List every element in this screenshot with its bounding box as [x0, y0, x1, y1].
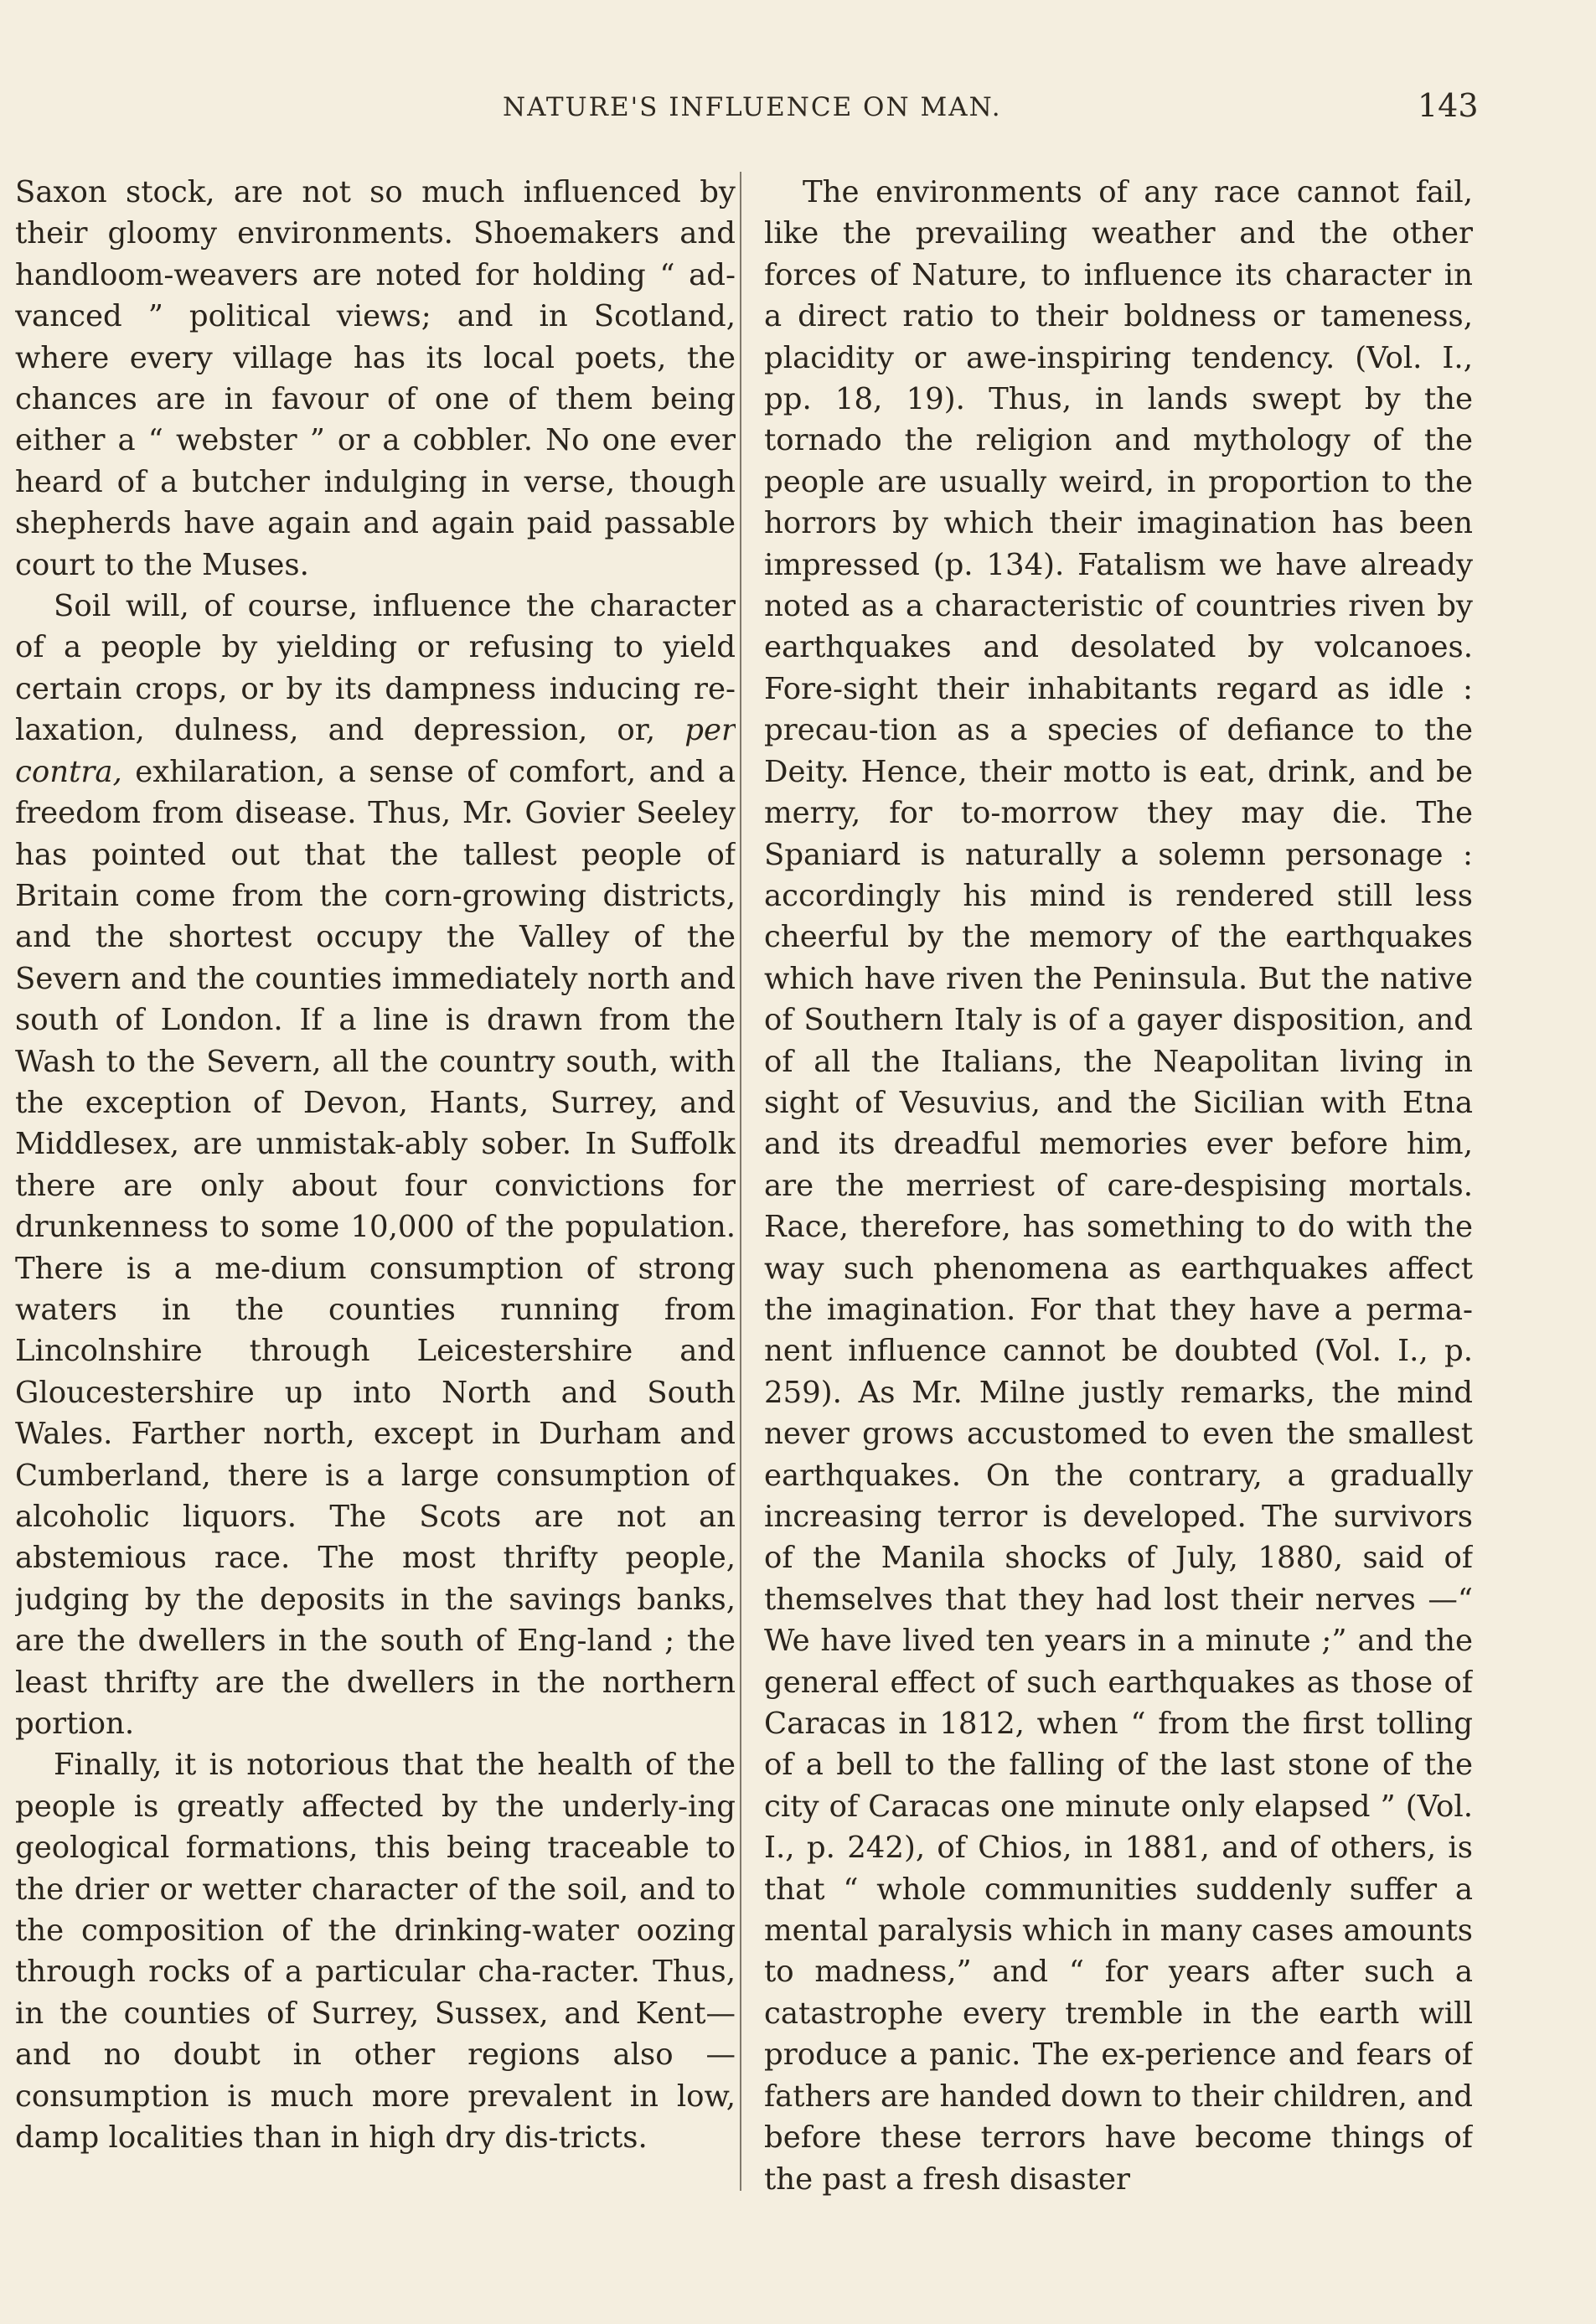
left-paragraph-1: Saxon stock, are not so much influenced by their gloomy environments. Shoemakers and handloom-weavers are noted for holding “ ad-vanced ” political views; and in Scotland, where every village has its local poets, the chances are in favour of one of them being either a “ webster ” or a cobbler. No one ever heard of a butcher indulging in verse, though shepherds have again and again paid passable court to the Muses.: [15, 175, 736, 582]
column-rule: [740, 172, 741, 2191]
running-title: NATURE'S INFLUENCE ON MAN.: [503, 92, 1002, 122]
right-column: [764, 172, 1473, 2224]
right-paragraph-1: The environments of any race cannot fail, like the prevailing weather and the other forces of Nature, to influence its character in a direct ratio to their boldness or tameness, placidity or awe-inspiring tendency. (Vol. I., pp. 18, 19). Thus, in lands swept by the tornado the religion and mythology of the people are usually weird, in proportion to the horrors by which their imagination has been impressed (p. 134). Fatalism we have already noted as a characteristic of countries riven by earthquakes and desolated by volcanoes. Fore-sight their inhabitants regard as idle : precau-tion as a species of defiance to the Deity. Hence, their motto is eat, drink, and be merry, for to-morrow they may die. The Spaniard is naturally a solemn personage : accordingly his mind is rendered still less cheerful by the memory of the earthquakes which have riven the Peninsula. But the native of Southern Italy is of a gayer disposition, and of all the Italians, the Neapolitan living in sight of Vesuvius, and the Sicilian with Etna and its dreadful memories ever before him, are the merriest of care-despising mortals. Race, therefore, has something to do with the way such phenomena as earthquakes affect the imagination. For that they have a perma-nent influence cannot be doubted (Vol. I., p. 259). As Mr. Milne justly remarks, the mind never grows accustomed to even the smallest earthquakes. On the contrary, a gradually increasing terror is developed. The survivors of the Manila shocks of July, 1880, said of themselves that they had lost their nerves —“ We have lived ten years in a minute ;” and the general effect of such earthquakes as those of Caracas in 1812, when “ from the first tolling of a bell to the falling of the last stone of the city of Caracas one minute only elapsed ” (Vol. I., p. 242), of Chios, in 1881, and of others, is that “ whole communities suddenly suffer a mental paralysis which in many cases amounts to madness,” and “ for years after such a catastrophe every tremble in the earth will produce a panic. The ex-perience and fears of fathers are handed down to their children, and before these terrors have become things of the past a fresh disaster: [764, 175, 1473, 2197]
left-column: [15, 172, 736, 2224]
left-paragraph-3: Finally, it is notorious that the health of the people is greatly affected by the underly-ing geological formations, this being traceable to the drier or wetter character of the soil, and to the composition of the drinking-water oozing through rocks of a particular cha-racter. Thus, in the counties of Surrey, Sussex, and Kent—and no doubt in other regions also —consumption is much more prevalent in low, damp localities than in high dry dis-tricts.: [15, 1748, 736, 2156]
left-paragraph-2: [15, 586, 736, 1744]
left-paragraph-2-start: Soil will, of course, influence the character of a people by yielding or refusing to yield certain crops, or by its dampness inducing re-laxation, dulness, and depression, or,: [15, 589, 736, 748]
left-paragraph-2-end: exhilaration, a sense of comfort, and a freedom from disease. Thus, Mr. Govier Seeley has pointed out that the tallest people of Britain come from the corn-growing districts, and the shortest occupy the Valley of the Severn and the counties immediately north and south of London. If a line is drawn from the Wash to the Severn, all the country south, with the exception of Devon, Hants, Surrey, and Middlesex, are unmistak-ably sober. In Suffolk there are only about four convictions for drunkenness to some 10,000 of the population. There is a me-dium consumption of strong waters in the counties running from Lincolnshire through Leicestershire and Gloucestershire up into North and South Wales. Farther north, except in Durham and Cumberland, there is a large consumption of alcoholic liquors. The Scots are not an abstemious race. The most thrifty people, judging by the deposits in the savings banks, are the dwellers in the south of Eng-land ; the least thrifty are the dwellers in the northern portion.: [15, 754, 736, 1742]
page-number: 143: [1418, 87, 1479, 124]
latin-phrase: per contra,: [15, 713, 736, 789]
